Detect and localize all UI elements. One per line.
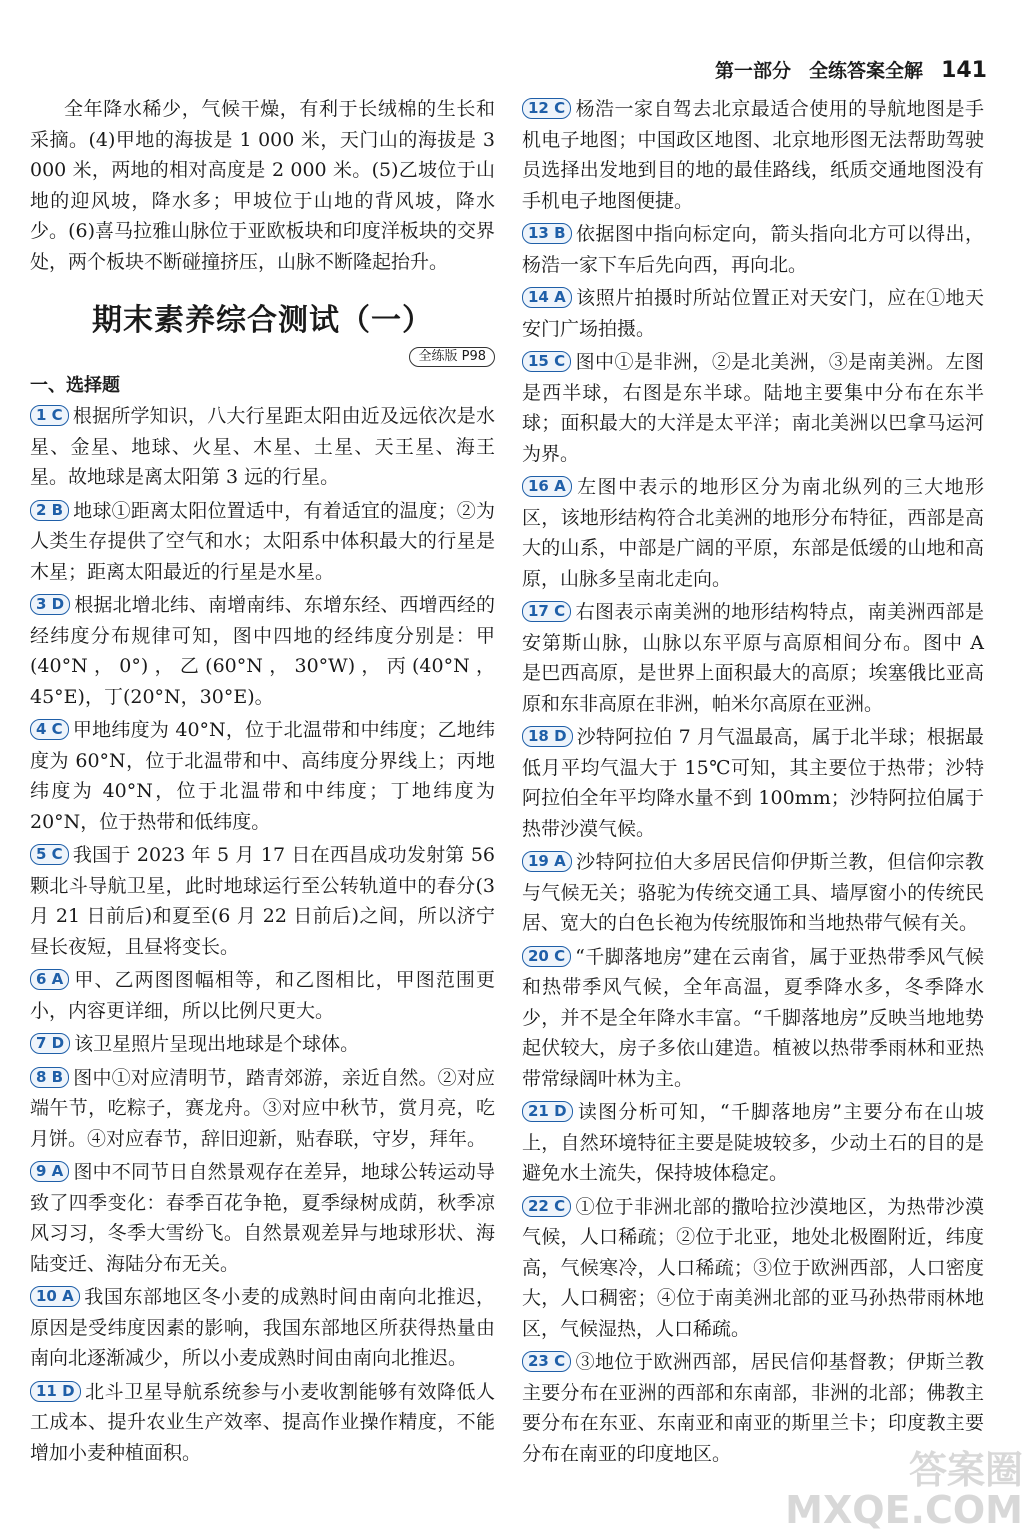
answer-item — [522, 347, 984, 469]
subsection-heading: 一、选择题 — [30, 375, 120, 396]
answer-badge: 12 C — [522, 98, 571, 119]
answer-item — [30, 496, 495, 588]
answer-item — [522, 219, 984, 280]
answer-badge: 3 D — [30, 594, 70, 615]
right-column — [522, 94, 984, 1472]
answer-badge: 2 B — [30, 500, 69, 521]
answer-text: 甲、乙两图图幅相等，和乙图相比，甲图范围更小，内容更详细，所以比例尺更大。 — [30, 969, 495, 1022]
answer-item — [30, 1377, 495, 1469]
answer-item — [522, 94, 984, 216]
answer-badge: 5 C — [30, 844, 69, 865]
answer-badge: 20 C — [522, 946, 571, 967]
section-title: 期末素养综合测试（一） — [92, 303, 433, 338]
answer-item — [30, 1029, 495, 1060]
answer-badge: 21 D — [522, 1101, 573, 1122]
answer-item — [30, 1063, 495, 1155]
header-part: 第一部分 — [715, 60, 792, 82]
page-number: 141 — [941, 58, 987, 83]
answer-badge: 10 A — [30, 1286, 80, 1307]
answer-badge: 14 A — [522, 287, 572, 308]
intro-paragraph: 全年降水稀少，气候干燥，有利于长绒棉的生长和采摘。(4)甲地的海拔是 1 000 米，天门山的海拔是 3 000 米，两地的相对高度是 2 000 米。(5)乙坡位于山地的迎风坡，降水多；甲坡位于山地的背风坡，降水少。(6)喜马拉雅山脉位于亚欧板块和印度洋板块的交界处，两个板块不断碰撞挤压，山脉不断隆起抬升。 — [30, 98, 495, 273]
right-question-list — [522, 94, 984, 1469]
answer-text: 北斗卫星导航系统参与小麦收割能够有效降低人工成本、提升农业生产效率、提高作业操作精度，不能增加小麦种植面积。 — [30, 1380, 495, 1464]
answer-text: 依据图中指向标定向，箭头指向北方可以得出，杨浩一家下车后先向西，再向北。 — [522, 223, 984, 276]
answer-text: 读图分析可知，“千脚落地房”主要分布在山坡上，自然环境特征主要是陡坡较多，少动土石的目的是避免水土流失，保持坡体稳定。 — [522, 1101, 984, 1184]
answer-text: 该卫星照片呈现出地球是个球体。 — [74, 1033, 360, 1055]
answer-text: 地球①距离太阳位置适中，有着适宜的温度；②为人类生存提供了空气和水；太阳系中体积最大的行星是木星；距离太阳最近的行星是水星。 — [30, 499, 495, 583]
answer-text: 左图中表示的地形区分为南北纵列的三大地形区，该地形结构符合北美洲的地形分布特征，西部是高大的山系，中部是广阔的平原，东部是低缓的山地和高原，山脉多呈南北走向。 — [522, 476, 984, 590]
left-question-list — [30, 401, 495, 1468]
answer-text: 沙特阿拉伯大多居民信仰伊斯兰教，但信仰宗教与气候无关；骆驼为传统交通工具、墙厚窗小的传统民居、宽大的白色长袍为传统服饰和当地热带气候有关。 — [522, 851, 984, 934]
answer-text: 我国于 2023 年 5 月 17 日在西昌成功发射第 56 颗北斗导航卫星，此时地球运行至公转轨道中的春分(3 月 21 日前后)和夏至(6 月 22 日前后)之间，所以济宁昼长夜短，且昼将变长。 — [30, 844, 495, 958]
answer-item — [522, 283, 984, 344]
header-title: 全练答案全解 — [809, 60, 924, 82]
answer-badge: 7 D — [30, 1033, 70, 1054]
answer-text: 根据北增北纬、南增南纬、东增东经、西增西经的经纬度分布规律可知，图中四地的经纬度分别是：甲(40°N，0°)，乙(60°N，30°W)，丙(40°N，45°E)，丁(20°N，30°E)。 — [30, 594, 495, 708]
answer-text: 右图表示南美洲的地形结构特点，南美洲西部是安第斯山脉，山脉以东平原与高原相间分布。图中 A 是巴西高原，是世界上面积最大的高原；埃塞俄比亚高原和东非高原在非洲，帕米尔高原在亚洲。 — [522, 601, 984, 715]
answer-badge: 22 C — [522, 1196, 571, 1217]
answer-item — [30, 1282, 495, 1374]
answer-text: 图中①对应清明节，踏青郊游，亲近自然。②对应端午节，吃粽子，赛龙舟。③对应中秋节，赏月亮，吃月饼。④对应春节，辞旧迎新，贴春联，守岁，拜年。 — [30, 1066, 495, 1150]
answer-text: 图中①是非洲，②是北美洲，③是南美洲。左图是西半球，右图是东半球。陆地主要集中分布在东半球；面积最大的大洋是太平洋；南北美洲以巴拿马运河为界。 — [522, 351, 984, 465]
answer-item — [30, 715, 495, 837]
answer-text: ①位于非洲北部的撒哈拉沙漠地区，为热带沙漠气候，人口稀疏；②位于北亚，地处北极圈附近，纬度高，气候寒冷，人口稀疏；③位于欧洲西部，人口密度大，人口稠密；④位于南美洲北部的亚马孙热带雨林地区，气候湿热，人口稀疏。 — [522, 1195, 984, 1340]
answer-item — [30, 965, 495, 1026]
answer-item — [522, 722, 984, 844]
answer-item — [30, 401, 495, 493]
answer-badge: 8 B — [30, 1067, 69, 1088]
answer-badge: 18 D — [522, 726, 573, 747]
answer-badge: 16 A — [522, 476, 572, 497]
answer-item — [522, 597, 984, 719]
answer-text: 沙特阿拉伯 7 月气温最高，属于北半球；根据最低月平均气温大于 15℃可知，其主要位于热带；沙特阿拉伯全年平均降水量不到 100mm；沙特阿拉伯属于热带沙漠气候。 — [522, 726, 984, 840]
answer-item — [522, 1192, 984, 1345]
answer-text: 甲地纬度为 40°N，位于北温带和中纬度；乙地纬度为 60°N，位于北温带和中、高纬度分界线上；丙地纬度为 40°N，位于北温带和中纬度；丁地纬度为 20°N，位于热带和低纬度。 — [30, 719, 495, 833]
answer-badge: 13 B — [522, 223, 572, 244]
reference-tag: 全练版 P98 — [409, 347, 495, 367]
answer-badge: 4 C — [30, 719, 69, 740]
answer-text: ③地位于欧洲西部，居民信仰基督教；伊斯兰教主要分布在亚洲的西部和东南部，非洲的北部；佛教主要分布在东亚、东南亚和南亚的斯里兰卡；印度教主要分布在南亚的印度地区。 — [522, 1351, 984, 1465]
answer-badge: 9 A — [30, 1161, 69, 1182]
answer-badge: 11 D — [30, 1381, 81, 1402]
answer-text: 杨浩一家自驾去北京最适合使用的导航地图是手机电子地图；中国政区地图、北京地形图无法帮助驾驶员选择出发地到目的地的最佳路线，纸质交通地图没有手机电子地图便捷。 — [522, 98, 984, 212]
answer-badge: 15 C — [522, 351, 571, 372]
answer-item — [30, 840, 495, 962]
answer-item — [522, 1097, 984, 1189]
answer-text: 图中不同节日自然景观存在差异，地球公转运动导致了四季变化：春季百花争艳，夏季绿树成荫，秋季凉风习习，冬季大雪纷飞。自然景观差异与地球形状、海陆变迁、海陆分布无关。 — [30, 1161, 495, 1275]
answer-item — [522, 942, 984, 1095]
answer-item — [30, 590, 495, 712]
answer-text: 根据所学知识，八大行星距太阳由近及远依次是水星、金星、地球、火星、木星、土星、天王星、海王星。故地球是离太阳第 3 远的行星。 — [30, 405, 495, 488]
answer-item — [522, 472, 984, 594]
answer-badge: 17 C — [522, 601, 571, 622]
answer-badge: 1 C — [30, 405, 69, 426]
answer-badge: 19 A — [522, 851, 572, 872]
left-column — [30, 94, 495, 1471]
answer-text: 该照片拍摄时所站位置正对天安门，应在①地天安门广场拍摄。 — [522, 287, 984, 340]
answer-badge: 6 A — [30, 969, 69, 990]
answer-text: “千脚落地房”建在云南省，属于亚热带季风气候和热带季风气候，全年高温，夏季降水多，冬季降水少，并不是全年降水丰富。“千脚落地房”反映当地地势起伏较大，房子多依山建造。植被以热带季雨林和亚热带常绿阔叶林为主。 — [522, 945, 984, 1090]
watermark-logo: 答案圈 MXQE.COM — [785, 1448, 1023, 1532]
answer-item — [30, 1157, 495, 1279]
answer-text: 我国东部地区冬小麦的成熟时间由南向北推迟，原因是受纬度因素的影响，我国东部地区所获得热量由南向北逐渐减少，所以小麦成熟时间由南向北推迟。 — [30, 1286, 495, 1369]
page-header — [715, 56, 987, 83]
answer-item — [522, 847, 984, 939]
answer-badge: 23 C — [522, 1351, 571, 1372]
